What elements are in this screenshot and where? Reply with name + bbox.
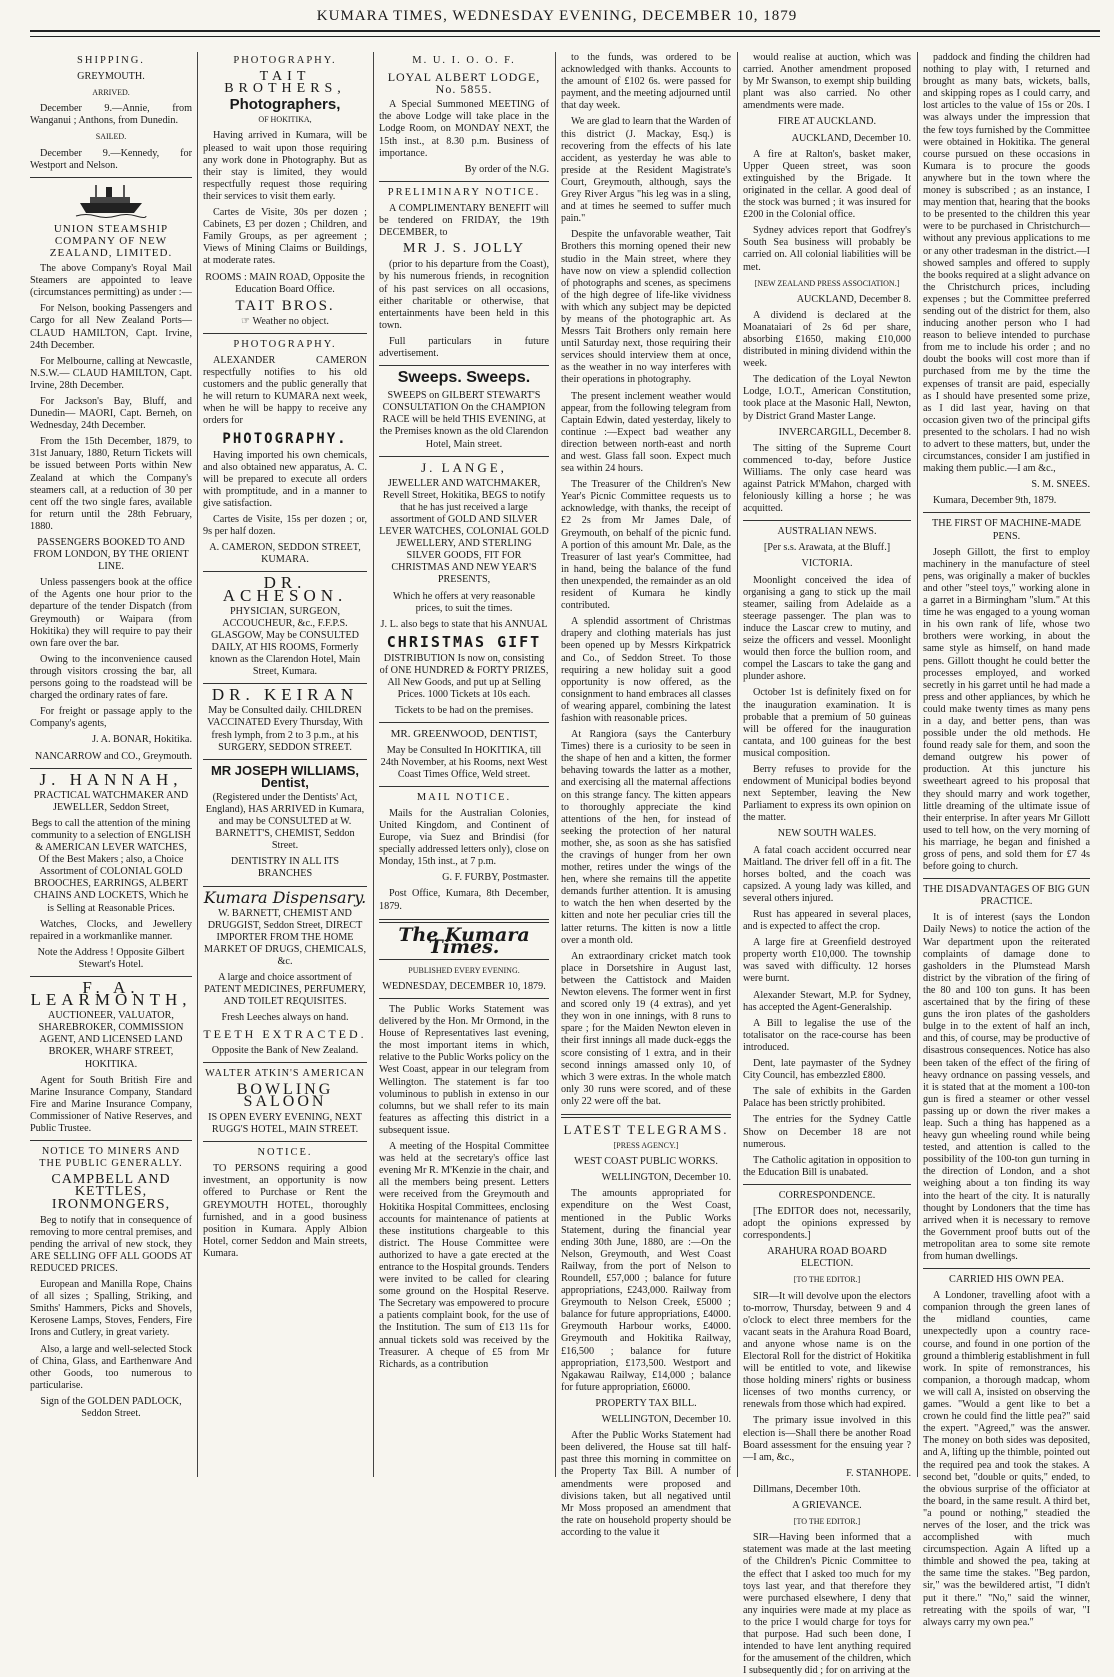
divider <box>379 919 549 923</box>
paragraph: Begs to call the attention of the mining community to a selection of ENGLISH & AMERICAN LEVER WATCHES, Of the Best Makers ; also, a Choice Assortment of COLONIAL GOLD BROOCHES, EARRINGS, ALBERT CHAINS AND LOCKETS, Which he is Selling at Reasonable Prices. <box>31 817 191 914</box>
paragraph: SIR—Having been informed that a statement was made at the last meeting of the Children's Picnic Committee to the effect that I asked too much for my toys last year, and that therefore they were purchased elsewhere, I deny that any inquiries were made at my place as to the price I would charge for toys for that purpose. Had such been done, I intended to have lent anything required for the amusement of the children, which I subsequently did ; for on arriving at the <box>743 1532 911 1677</box>
paragraph: From the 15th December, 1879, to 31st January, 1880, Return Tickets will be issued between Ports within New Zealand at which the Company's steamers call, at a reduction of 30 per cent off the two single fares, available for return until the 28th February, 1880. <box>30 436 192 532</box>
paragraph: December 9.—Kennedy, for Westport and Nelson. <box>30 147 192 171</box>
divider <box>203 683 367 684</box>
paragraph: A dividend is declared at the Moanataiari of 2s 6d per share, absorbing £1650, making £10,000 distributed in mining dividend within the week. <box>743 309 911 370</box>
column-divider <box>555 52 556 1477</box>
label: [PRESS AGENCY.] <box>613 1141 679 1151</box>
paragraph: Which he offers at very reasonable prices, to suit the times. <box>392 590 536 614</box>
paragraph: A splendid assortment of Christmas drapery and clothing materials has just been opened up by Messrs Kirkpatrick and Co., of Seddon Street. To those requiring a new holiday suit a good opportunity is now offered, as the consignment to hand embraces all classes of wearing apparel, combining the latest fashion with reasonable prices. <box>561 616 731 724</box>
paragraph: Owing to the inconvenience caused through visitors crossing the bar, all persons going to the roadstead will be charged the ordinary rates of fare. <box>30 653 192 702</box>
section-heading: PHOTOGRAPHY. <box>233 55 337 66</box>
divider <box>203 571 367 572</box>
subheading: GREYMOUTH. <box>77 71 145 83</box>
paragraph: After the Public Works Statement had been delivered, the House sat till half-past three this morning in committee on the Property Tax Bill. A number of amendments were proposed and divisions taken, but all negatived until Mr Moss proposed an amendment that the rate on household property should be according to the value it <box>561 1430 731 1538</box>
paragraph: The Public Works Statement was delivered by the Hon. Mr Ormond, in the House of Representatives last evening, the most important items in which, relative to the Public Works policy on the West Coast, appear in our telegram from Wellington. The statement is far too voluminous to publish in extenso in our columns, but we shall refer to its main features as affecting this district in a subsequent issue. <box>379 1004 549 1136</box>
ad-title: WALTER ATKIN'S AMERICAN <box>205 1067 365 1079</box>
label: SAILED. <box>95 132 127 142</box>
paragraph: A COMPLIMENTARY BENEFIT will be tendered on FRIDAY, the 19th DECEMBER, to <box>379 202 549 239</box>
paragraph: A Londoner, travelling afoot with a companion through the green lanes of the midland counties, came unexpectedly upon a country race-course, and found in one portion of the ground a thimblerig establishment in full work. In spite of remonstrances, his companion, a thorough madcap, whom we will call A, insisted on observing the games. "Would a gent like to bet a crown he could find the little pea?" said the expert. "Agreed," was the answer. The money on both sides was deposited, and A, lifting up the thimble, pointed out the required pea and took the stakes. A second bet, "double or quits," ended, to the obvious surprise of the officiator at the board, in the same result. A third bet, "a pound or nothing," steadied the nerves of the loser, and the trick was accomplished with much circumspection. Again A lifted up a thimble and showed the pea, taking at the same time the stakes. "Beg pardon, sir," was the bewildered artist, "I didn't put it there." "No," said the winner, retreating with the spoils of war, "I always carry my own pea." <box>923 1290 1090 1628</box>
paragraph: The dedication of the Loyal Newton Lodge, I.O.T., American Constitution, took place at the Masonic Hall, Newton, by District Grand Master Lange. <box>743 374 911 422</box>
ad-title: J. HANNAH, <box>39 769 183 789</box>
ad-title: J. LANGE, <box>421 459 507 475</box>
section-heading: SHIPPING. <box>77 55 145 66</box>
paragraph: For Melbourne, calling at Newcastle, N.S.W.— CLAUD HAMILTON, Capt. Irvine, 28th December. <box>30 355 192 391</box>
section-heading: PHOTOGRAPHY. <box>233 338 337 350</box>
paragraph: would realise at auction, which was carried. Another amendment proposed by Mr Swanson, to exempt ship building plant was also carried. No other amendments were made. <box>743 52 911 112</box>
subheading: AUSTRALIAN NEWS. <box>777 526 877 538</box>
paragraph: ROOMS : MAIN ROAD, Opposite the Education Board Office. <box>205 271 365 295</box>
dateline: AUCKLAND, December 10. <box>791 132 911 144</box>
paragraph: The present inclement weather would appear, from the following telegram from Captain Edwin, dated yesterday, likely to continue :—Expect bad weather any direction between north-east and north and west. Glass fall soon. Expect much sea within 24 hours. <box>561 390 731 475</box>
paragraph: Having arrived in Kumara, will be pleased to wait upon those requiring any work done in Photography. But as their stay is limited, they would respectfully request those requiring their services to visit them early. <box>203 130 367 202</box>
subheading: NEW SOUTH WALES. <box>777 828 877 840</box>
column-divider <box>373 52 374 1477</box>
paragraph: Sydney advices report that Godfrey's South Sea business will probably be carried on. All colonial liabilities will be met. <box>743 225 911 273</box>
paragraph: Agent for South British Fire and Marine Insurance Company, Standard Fire and Marine Insurance Company, Commissioner of Native Reserves, and Public Trustee. <box>30 1074 192 1135</box>
paragraph: Rust has appeared in several places, and is expected to affect the crop. <box>743 909 911 933</box>
paragraph: For Jackson's Bay, Bluff, and Dunedin— MAORI, Capt. Berneh, on Wednesday, 24th December. <box>30 395 192 432</box>
ad-title: TAIT BROS. <box>235 297 335 314</box>
subheading: THE DISADVANTAGES OF BIG GUN PRACTICE. <box>923 884 1090 908</box>
column-4 <box>561 52 731 1538</box>
paragraph: European and Manilla Rope, Chains of all sizes ; Spalling, Striking, and Smiths' Hammers, Picks and Shovels, Kerosene Lamps, Stoves, Fenders, Fire Irons and Cutlery, in great variety. <box>30 1279 192 1339</box>
paragraph: IS OPEN EVERY EVENING, NEXT RUGG'S HOTEL, MAIN STREET. <box>208 1111 362 1136</box>
ad-subtitle: Photographers, <box>229 96 341 114</box>
paragraph: Full particulars in future advertisement. <box>379 335 549 359</box>
ad-title: LOYAL ALBERT LODGE, No. 5855. <box>387 70 541 97</box>
paragraph: Also, a large and well-selected Stock of China, Glass, and Earthenware And other Goods, too numerous to particularise. <box>30 1343 192 1391</box>
paragraph: Berry refuses to provide for the endowment of Municipal bodies beyond next September, leaving the New Parliament to express its own opinion on the matter. <box>743 763 911 824</box>
subheading: WEST COAST PUBLIC WORKS. <box>574 1156 718 1168</box>
signature: Post Office, Kumara, 8th December, 1879. <box>379 888 549 912</box>
paragraph: May be Consulted daily. CHILDREN VACCINATED Every Thursday, With fresh lymph, from 2 to 3 p.m., at his SURGERY, SEDDON STREET. <box>207 705 363 753</box>
paragraph: Cartes de Visite, 30s per dozen ; Cabinets, £3 per dozen ; Children, and Family Groups, as per agreement ; Views of Mining Claims or Buildings, at moderate rates. <box>203 207 367 267</box>
paragraph: TO PERSONS requiring a good investment, an opportunity is now offered to Purchase or Rent the GREYMOUTH HOTEL, thoroughly furnished, and in a good business position in Kumara. Apply Albion Hotel, corner Seddon and Main streets, Kumara. <box>203 1163 367 1259</box>
masthead-rule <box>30 30 1100 32</box>
paragraph: Beg to notify that in consequence of removing to more central premises, and pending the arrival of new stock, they ARE SELLING OFF ALL GOODS AT REDUCED PRICES. <box>30 1214 192 1274</box>
paragraph: An extraordinary cricket match took place in Dorsetshire in August last, between the Cattistock and Maiden Newton elevens. The former went in first and scored only 19 (4 extras), and yet they won in one innings, with 8 runs to spare ; for the Maiden Newton eleven in their first innings all made duck-eggs the score consisting of 1 extra, and in their second innings amassed only 10, of which 3 were extras. In the whole match only 30 runs were scored, and of these only 22 were off the bat. <box>561 950 731 1107</box>
paragraph: At Rangiora (says the Canterbury Times) there is a curiosity to be seen in the shape of hen and a kitten, the former behaving towards the latter as a mother, and exercising all the maternal affections on this strange fancy. The kitten appears to thoroughly appreciate the kind attentions of the hen, for instead of seeking the protection of her natural mother, she, as soon as she has satisfied the cravings of hunger from her own mother, retires under the wings of the hen, where she remains till the appetite demands further attention. It is amusing to watch the hen when deserted by the kitten and note her peculiar cries till the latter returns. The kitten is now a little over a month old. <box>561 729 731 946</box>
divider <box>379 786 549 787</box>
paragraph: A fire at Ralton's, basket maker, Upper Queen street, was soon extinguished by the Brigade. It originated in the cellar. A good deal of the stock was burned ; it was insured for £200 in the Colonial office. <box>743 148 911 221</box>
divider <box>743 520 911 521</box>
paragraph: The primary issue involved in this election is—Shall there be another Road Board assessment for the ensuing year ?—I am, &c., <box>743 1415 911 1463</box>
paragraph: Watches, Clocks, and Jewellery repaired in a workmanlike manner. <box>30 918 192 942</box>
paragraph: A Special Summoned MEETING of the above Lodge will take place in the Lodge Room, on MONDAY NEXT, the 15th inst., at 8.30 p.m. Business of importance. <box>379 99 549 159</box>
ad-title: NOTICE TO MINERS AND THE PUBLIC GENERALLY. <box>39 1146 183 1170</box>
paragraph: A large fire at Greenfield destroyed property worth £10,000. The township was saved with difficulty. 12 horses were burnt. <box>743 937 911 985</box>
divider <box>923 878 1090 879</box>
column-6 <box>923 52 1090 1628</box>
paragraph: For Nelson, booking Passengers and Cargo for all New Zealand Ports— CLAUD HAMILTON, Capt. Irvine, 24th December. <box>30 303 192 351</box>
label: [TO THE EDITOR.] <box>793 1275 861 1285</box>
signature: A. CAMERON, SEDDON STREET, KUMARA. <box>209 542 361 566</box>
paragraph: For freight or passage apply to the Company's agents, <box>30 706 192 730</box>
subheading: VICTORIA. <box>801 558 853 570</box>
paragraph: The Catholic agitation in opposition to the Education Bill is unabated. <box>743 1154 911 1178</box>
divider <box>203 333 367 334</box>
paragraph: The Treasurer of the Children's New Year's Picnic Committee requests us to acknowledge, with thanks, the receipt of £2 2s from Mr James Dale, of Greymouth, on behalf of the picnic fund. A portion of this amount Mr. Dale, as the Treasurer of last year's Committee, had in hand, being the balance of the fund then unexpended, the remainder as an old resident of Kumara he kindly contributed. <box>561 479 731 612</box>
paragraph: Cartes de Visite, 15s per dozen ; or, 9s per half dozen. <box>203 514 367 538</box>
divider <box>30 768 192 769</box>
subheading: ARAHURA ROAD BOARD ELECTION. <box>767 1246 887 1270</box>
paragraph: October 1st is definitely fixed on for the inauguration examination. It is probable that a premium of 50 guineas will be offered for the inauguration cantata, and 100 guineas for the best musical composition. <box>743 687 911 759</box>
signature: By order of the N.G. <box>464 163 549 175</box>
paragraph: (prior to his departure from the Coast), by his numerous friends, in recognition of his past services on all occasions, either charitable or otherwise, that entertainments have been held in this town. <box>379 259 549 331</box>
paragraph: Opposite the Bank of New Zealand. <box>211 1044 359 1056</box>
section-heading: CORRESPONDENCE. <box>778 1189 876 1201</box>
divider <box>203 886 367 887</box>
signature: S. M. SNEES. <box>1031 479 1090 491</box>
label: [TO THE EDITOR.] <box>793 1517 861 1527</box>
label: [Per s.s. Arawata, at the Bluff.] <box>763 542 891 554</box>
section-heading: M. U. I. O. O. F. <box>412 55 516 66</box>
dateline: WELLINGTON, December 10. <box>601 1414 731 1426</box>
ad-title: TEETH EXTRACTED. <box>203 1027 367 1042</box>
paragraph: [The EDITOR does not, necessarily, adopt the opinions expressed by correspondents.] <box>743 1205 911 1242</box>
ad-title: MR J. S. JOLLY <box>403 241 525 257</box>
signature: J. A. BONAR, Hokitika. <box>92 734 192 746</box>
paragraph: J. L. also begs to state that his ANNUAL <box>380 618 548 630</box>
ad-title: UNION STEAMSHIP COMPANY OF NEW ZEALAND, LIMITED. <box>49 222 173 259</box>
signature: F. STANHOPE. <box>846 1467 911 1479</box>
ad-title: DR. ACHESON. <box>222 573 348 605</box>
section-heading: NOTICE. <box>257 1147 313 1159</box>
paragraph: AUCTIONEER, VALUATOR, SHAREBROKER, COMMISSION AGENT, AND LICENSED LAND BROKER, WHARF STREET, HOKITIKA. <box>38 1010 184 1070</box>
weather-note: Weather no object. <box>252 315 329 327</box>
paragraph: We are glad to learn that the Warden of this district (J. Mackay, Esq.) is recovering from the effects of his late accident, as yesterday he was able to preside at the Resident Magistrate's Court, Greymouth, although, says the Grey River Argus "his leg was in a sling, and at times he seemed to suffer much pain." <box>561 116 731 225</box>
label: [NEW ZEALAND PRESS ASSOCIATION.] <box>754 278 900 288</box>
divider <box>379 365 549 366</box>
column-5 <box>743 52 911 1677</box>
subheading: THE FIRST OF MACHINE-MADE PENS. <box>932 518 1081 542</box>
column-divider <box>737 52 738 1477</box>
divider <box>923 512 1090 513</box>
column-3 <box>379 52 549 1477</box>
paragraph: A Bill to legalise the use of the totalisator on the race-course has been introduced. <box>743 1017 911 1053</box>
paragraph: ☞ Weather no object. <box>241 315 329 327</box>
paragraph: The sale of exhibits in the Garden Palace has been strictly prohibited. <box>743 1086 911 1110</box>
dateline: WEDNESDAY, DECEMBER 10, 1879. <box>382 980 546 992</box>
paragraph: December 9.—Annie, from Wanganui ; Anthons, from Dunedin. <box>30 103 192 127</box>
subheading: FIRE AT AUCKLAND. <box>777 116 877 128</box>
subheading: PROPERTY TAX BILL. <box>595 1397 697 1409</box>
newspaper-nameplate: The Kumara Times. <box>398 923 530 958</box>
ad-title: BOWLING SALOON <box>236 1080 334 1110</box>
paragraph: paddock and finding the children had nothing to play with, I returned and brought as many bats, wickets, balls, and skipping ropes as I could carry, and lost articles to the value of 15s or 20s. I was always under the impression that the few toys furnished by the Committee were obtained in Hokitika. The general course pursued on these occasions in Kumara is to procure the goods anywhere but in the town where the money is subscribed ; as an instance, I may mention that, hearing that the books to be presented to the children this year were to be purchased in Christchurch—without any previous applications to me or any other tradesman in the district.—I showed samples and offered to supply the books required at a slight advance on the Christchurch prices, including expenses ; but the Committee preferred sending out of the district for them, also inducing another person who I had reason to believe intended to purchase from me to include his order ; and no doubt the books will cost more than if purchased from me by the time the expenses of transit are paid, especially as I should have presented some prize, as I did last year, having on that occasion given two of the principal gifts presented to the scholars. I had no wish to advert to these matters, but, under the circumstances, consider I am justified in making them public.—I am &c., <box>923 52 1090 475</box>
divider <box>379 456 549 457</box>
ad-title: CHRISTMAS GIFT <box>386 632 542 651</box>
divider <box>379 959 549 960</box>
steamship-icon <box>76 183 146 219</box>
paragraph: (Registered under the Dentists' Act, England), HAS ARRIVED in Kumara, and may be CONSULTED at W. BARNETT'S, CHEMIST, Seddon Street. <box>205 791 365 852</box>
ad-title: MR. GREENWOOD, DENTIST, <box>390 728 538 741</box>
masthead: KUMARA TIMES, WEDNESDAY EVENING, DECEMBER 10, 1879 <box>316 8 798 24</box>
paragraph: DISTRIBUTION Is now on, consisting of ONE HUNDRED & FORTY PRIZES, All New Goods, and put up at Selling Prices. 1000 Tickets at 10s each. <box>379 652 549 701</box>
paragraph: ALEXANDER CAMERON respectfully notifies to his old customers and the public generally that he will return to KUMARA next week, when he will be happy to receive any orders for <box>203 354 367 427</box>
paragraph: Despite the unfavorable weather, Tait Brothers this morning opened their new studio in the Main street, where they have now on view a splendid collection of photographs and scenes, as specimens of the high degree of life-like vividness with which any subject may be depicted by means of the photographic art. As Messrs Tait Brothers only remain here until Saturday next, those requiring their services should interview them at once, as the weather in no way interferes with their operations in photography. <box>561 229 731 386</box>
divider <box>203 759 367 760</box>
ad-title: PASSENGERS BOOKED TO AND FROM LONDON, BY THE ORIENT LINE. <box>33 537 189 573</box>
ad-title: MR JOSEPH WILLIAMS, Dentist, <box>210 762 360 790</box>
divider <box>30 1140 192 1141</box>
signature: NANCARROW and CO., Greymouth. <box>34 750 192 762</box>
divider <box>379 722 549 723</box>
section-heading: PRELIMINARY NOTICE. <box>387 186 541 198</box>
divider <box>379 181 549 182</box>
divider <box>379 998 549 999</box>
subheading: CARRIED HIS OWN PEA. <box>949 1274 1064 1286</box>
paragraph: Joseph Gillott, the first to employ machinery in the manufacture of steel pens, was originally a maker of buckles and other "steel toys," working alone in a garret in a Birmingham "slum." At this time he was engaged to a young woman in his own rank of life, whose two brothers were working, in about the same style as himself, on hand made pens. Gillott thought he could better the processes employed, and worked secretly in his garret until he had made a press and other appliances, by which he could make twenty times as many pens in a day, and better pens, than was possible under the old methods. He found ready sale for them, and soon the demand outgrew his power of production. At this juncture his sweetheart agreed to his proposal that they should marry and work together, little dreaming of the ultimate issue of their enterprise. In after years Mr Gillott used to tell how, on the very morning of his marriage, he began and finished a gross of pens, and sold them for £7 4s before going to church. <box>923 546 1090 873</box>
paragraph: The sitting of the Supreme Court commenced to-day, before Justice Williams. The only case heard was against Patrick M'Mahon, charged with feloniously killing a horse ; he was acquitted. <box>743 442 911 515</box>
ad-title: Sweeps. Sweeps. <box>397 369 531 387</box>
paragraph: JEWELLER AND WATCHMAKER, Revell Street, Hokitika, BEGS to notify that he has just received a large assortment of GOLD AND SILVER LEVER WATCHES, COLONIAL GOLD JEWELLERY, AND STERLING SILVER GOODS, FIT FOR CHRISTMAS AND NEW YEAR'S PRESENTS, <box>379 477 549 586</box>
ad-title: CAMPBELL AND KETTLES, IRONMONGERS, <box>51 1172 171 1212</box>
paragraph: Having imported his own chemicals, and also obtained new apparatus, A. C. will be prepared to execute all orders with promptitude, and in a manner to give satisfaction. <box>203 449 367 509</box>
paragraph: to the funds, was ordered to be acknowledged with thanks. Accounts to the amount of £102 6s. were passed for payment, and the meeting adjourned until that day week. <box>561 52 731 112</box>
column-2 <box>203 52 367 1477</box>
divider <box>561 1114 731 1118</box>
paragraph: Dent, late paymaster of the Sydney City Council, has embezzled £800. <box>743 1058 911 1082</box>
paragraph: Alexander Stewart, M.P. for Sydney, has accepted the Agent-Generalship. <box>743 989 911 1013</box>
masthead-rule-thin <box>30 36 1100 37</box>
column-divider <box>197 52 198 1477</box>
paragraph: Tickets to be had on the premises. <box>394 705 534 717</box>
paragraph: DENTISTRY IN ALL ITS BRANCHES <box>230 856 340 880</box>
paragraph: SIR—It will devolve upon the electors to-morrow, Thursday, between 9 and 4 o'clock to elect three members for the vacant seats in the Arahura Road Board, and anyone whose name is on the Electoral Roll for the district of Hokitika will be entitled to vote, and likewise those holding miners' rights or business licenses of two months currency, or renewals from those which had expired. <box>743 1290 911 1411</box>
signature: Kumara, December 9th, 1879. <box>933 495 1057 507</box>
divider <box>743 1184 911 1185</box>
divider <box>30 976 192 977</box>
paragraph: PHYSICIAN, SURGEON, ACCOUCHEUR, &c., F.F.P.S. GLASGOW, May be CONSULTED DAILY, AT HIS ROOMS, Formerly known as the Clarendon Hotel, Main Street, Kumara. <box>209 605 361 678</box>
paragraph: PRACTICAL WATCHMAKER AND JEWELLER, Seddon Street, <box>33 789 189 813</box>
label: ARRIVED. <box>92 88 130 98</box>
dateline: WELLINGTON, December 10. <box>601 1172 731 1184</box>
paragraph: Unless passengers book at the office of the Agents one hour prior to the departure of the tender Dispatch (from Greymouth) or Waipara (from Hokitika) they will require to pay their own fare over the bar. <box>30 577 192 649</box>
section-heading: MAIL NOTICE. <box>416 791 512 803</box>
ad-title: TAIT BROTHERS, <box>224 69 346 97</box>
ad-title: F. A. LEARMONTH, <box>30 978 192 1010</box>
label: PUBLISHED EVERY EVENING. <box>408 965 520 975</box>
ad-title: DR. KEIRAN <box>211 685 359 705</box>
paragraph: Moonlight conceived the idea of organising a gang to stick up the mail steamer, sailing from Adelaide as a steerage passenger. The plan was to induce the Lascar crew to mutiny, and seize the officers and vessel. Moonlight would then force the bullion room, and compel the Lascars to take the gang and plunder ashore. <box>743 574 911 683</box>
divider <box>203 1062 367 1063</box>
label: OF HOKITIKA, <box>258 115 312 125</box>
paragraph: The amounts appropriated for expenditure on the West Coast, mentioned in the Public Works Statement, during the financial year ending 30th June, 1880, are :—On the Nelson, Greymouth, and West Coast Railway, from the port of Nelson to Roundell, £57,000 ; balance for future appropriations, £243,000. Railway from Greymouth to Nelson Creek, £5000 ; balance for future appropriations, £4000. Greymouth Harbour works, £4000. Greymouth and Hokitika Railway, £16,500 ; balance for future appropriation, £173,500. Westport and Ngakawau Railway, £14,000 ; balance for future appropriation, £6000. <box>561 1188 731 1393</box>
signature: G. F. FURBY, Postmaster. <box>442 872 549 884</box>
paragraph: It is of interest (says the London Daily News) to notice the action of the War department upon the reiterated complaints of damage done to gasholders in the Plumstead Marsh district by the vibration of the firing of the 80 and 100 ton guns. It has been ascertained that by the firing of these guns the iron plates of the gasholders bulge in to the extent of half an inch, and this, of course, may be productive of disastrous consequences. Notice has also been taken of the effect of the firing of heavy ordnance on passing vessels, and it is stated that at the moment a 100-ton gun is fired a steamer or other vessel passing up or down the river makes a leap. Such a thing has happened as a heavy gun wheeling round while being tested, and attention is called to the possibility of the 100-ton gun turning in the direction of London, and a shot weighing about a ton finding its way into the heart of the city. It is naturally thought by Londoners that the time has arrived when it is necessary to remove the Government proof butts out of the metropolitan area to some site remote from human dwellings. <box>923 912 1090 1262</box>
paragraph: Mails for the Australian Colonies, United Kingdom, and Continent of Europe, via Suez and Brindisi (for specially addressed letters only), close on Monday, 15th inst., at 7 p.m. <box>379 807 549 868</box>
paragraph: SWEEPS on GILBERT STEWART'S CONSULTATION On the CHAMPION RACE will be held THIS EVENING, at the Premises known as the old Clarendon Hotel, Main street. <box>379 390 549 450</box>
paragraph: May be Consulted In HOKITIKA, till 24th November, at his Rooms, next West Coast Times Office, Weld street. <box>380 744 548 780</box>
paragraph: A fatal coach accident occurred near Maitland. The driver fell off in a fit. The horses bolted, and the coach was capsized. A young lady was killed, and several others injured. <box>743 844 911 904</box>
column-divider <box>917 52 918 1477</box>
dateline: INVERCARGILL, December 8. <box>778 426 911 438</box>
paragraph: Fresh Leeches always on hand. <box>221 1012 349 1024</box>
paragraph: Note the Address ! Opposite Gilbert Stewart's Hotel. <box>37 946 185 970</box>
dateline: AUCKLAND, December 8. <box>796 293 911 305</box>
divider <box>923 1268 1090 1269</box>
paragraph: Sign of the GOLDEN PADLOCK, Seddon Street. <box>40 1395 182 1419</box>
ad-title: Kumara Dispensary. <box>203 887 367 907</box>
paragraph: W. BARNETT, CHEMIST AND DRUGGIST, Seddon Street, DIRECT IMPORTER FROM THE HOME MARKET OF DRUGS, CHEMICALS, &c. <box>204 907 366 967</box>
divider <box>30 177 192 178</box>
column-1 <box>30 52 192 1477</box>
paragraph: A meeting of the Hospital Committee was held at the secretary's office last evening Mr R. M'Kenzie in the chair, and all the members being present. Letters were received from the Greymouth and Hokitika Hospital Committees, enclosing accounts for maintenance of patients at these institutions chargeable to this district. The House Committee were authorized to have a gate erected at the entrance to the Hospital grounds. Tenders were invited to be called for clearing some ground on the Hospital Reserve. The Secretary was empowered to procure a patients complaint book, for the use of the Institution. The sum of £13 11s for annual tickets sold was received by the Treasurer. A cheque of £5 from Mr Richards, as a contribution <box>379 1141 549 1370</box>
subheading: A GRIEVANCE. <box>792 1500 862 1512</box>
divider <box>203 1141 367 1142</box>
signature: Dillmans, December 10th. <box>753 1483 861 1495</box>
paragraph: The above Company's Royal Mail Steamers are appointed to leave (circumstances permitting) as under :— <box>30 263 192 299</box>
section-heading: LATEST TELEGRAMS. <box>563 1121 729 1137</box>
paragraph: A large and choice assortment of PATENT MEDICINES, PERFUMERY, AND TOILET REQUISITES. <box>204 972 366 1008</box>
paragraph: The entries for the Sydney Cattle Show on December 18 are not numerous. <box>743 1114 911 1150</box>
ad-title: PHOTOGRAPHY. <box>222 430 348 447</box>
